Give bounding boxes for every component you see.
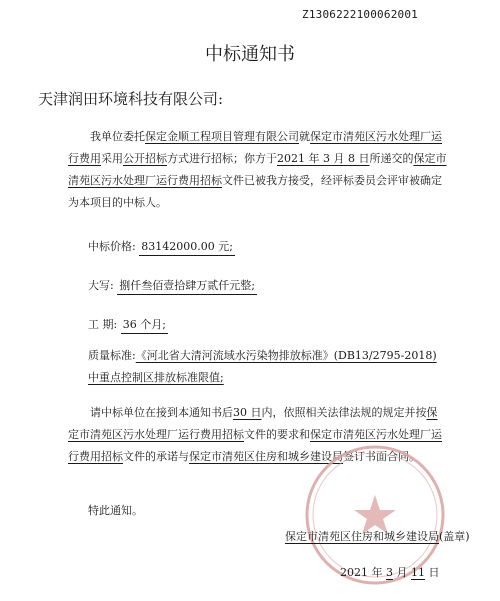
- issue-day: 11: [411, 566, 425, 579]
- issue-month: 3: [386, 566, 393, 579]
- intro-text-5: 所递交的: [369, 152, 414, 165]
- bid-price-label: 中标价格:: [88, 240, 136, 253]
- recipient-name: 天津润田环境科技有限公司:: [38, 90, 224, 108]
- requirement-doc-name: 保定市清苑区污水处理厂运行费用招标: [68, 406, 438, 441]
- submission-date: 2021 年 3 月 8 日: [277, 152, 370, 165]
- tender-method: 公开招标: [123, 152, 167, 165]
- intro-text-1: 我单位委托: [90, 130, 145, 143]
- issuer-name: 保定市清苑区住房和城乡建设局: [285, 530, 439, 543]
- bid-price-row: [88, 238, 235, 256]
- amount-words-value: 捌仟叁佰壹拾肆万贰仟元整;: [117, 277, 257, 295]
- contract-days: 30 日: [233, 406, 262, 419]
- duration-row: [88, 316, 168, 334]
- intro-text-4: 方式进行招标；你方于: [167, 152, 277, 165]
- instructions-text-5: 签订书面合同。: [343, 450, 420, 463]
- authority-name: 保定市清苑区住房和城乡建设局: [189, 450, 343, 463]
- duration-value: 36 个月;: [121, 316, 168, 334]
- bid-price-value: 83142000.00 元;: [139, 238, 235, 256]
- issue-year: 2021: [340, 566, 368, 579]
- document-number: Z1306222100062001: [302, 8, 418, 21]
- issue-year-label: 年: [371, 566, 383, 579]
- issue-date: [340, 564, 440, 580]
- project-bid-name: 保定市清苑区污水处理厂运行费用招标: [68, 152, 447, 187]
- closing-text: 特此通知。: [88, 504, 143, 517]
- amount-words-label: 大写:: [88, 279, 114, 292]
- intro-text-6: 文件已被我方接受，经评标委员会评审被确定为本项目的中标人。: [68, 174, 442, 209]
- page-title: 中标通知书: [205, 44, 295, 65]
- bid-doc-name: 保定市清苑区污水处理厂运行费用招标: [68, 428, 442, 463]
- quality-row: [88, 345, 440, 389]
- intro-paragraph: [68, 126, 448, 214]
- agency-name: 保定金顺工程项目管理有限公司: [145, 130, 299, 143]
- issuer-suffix: (盖章): [439, 530, 470, 543]
- issue-day-label: 日: [428, 566, 440, 579]
- quality-label: 质量标准:: [88, 349, 136, 362]
- instructions-text-4: 文件的承诺与: [123, 450, 189, 463]
- instructions-text-1: 请中标单位在接到本通知书后: [90, 406, 233, 419]
- project-name: 保定市清苑区污水处理厂运行费用: [68, 130, 442, 165]
- intro-text-2: 就: [299, 130, 310, 143]
- quality-value: 《河北省大清河流域水污染物排放标准》(DB13/2795-2018)中重点控制区排放标准限值;: [88, 349, 437, 384]
- issuer-line: [285, 528, 470, 544]
- instructions-text-3: 文件的要求和: [244, 428, 310, 441]
- issue-month-label: 月: [396, 566, 408, 579]
- duration-label: 工 期:: [88, 318, 118, 331]
- intro-text-3: 采用: [101, 152, 123, 165]
- instructions-text-2: 内，依照相关法律法规的规定并按: [261, 406, 427, 419]
- amount-words-row: [88, 277, 257, 295]
